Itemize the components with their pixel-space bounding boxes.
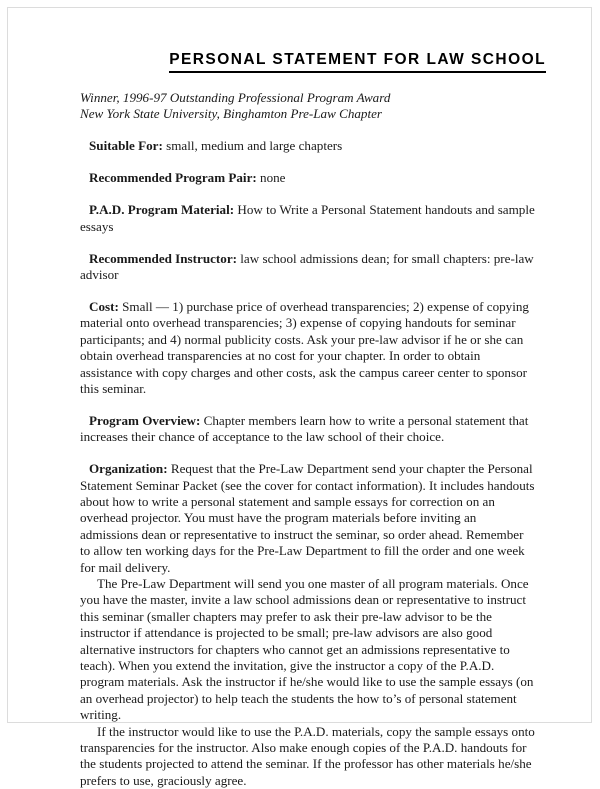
section-heading: Suitable For:: [89, 138, 163, 154]
document-body: [8, 138, 591, 789]
section-heading: P.A.D. Program Material:: [89, 202, 235, 218]
page-title: PERSONAL STATEMENT FOR LAW SCHOOL: [169, 51, 546, 73]
section-heading: Cost:: [89, 298, 119, 314]
section-organization: [80, 461, 535, 576]
page-sheet: [8, 8, 591, 788]
organization-continuation-1: The Pre-Law Department will send you one master of all program materials. Once you have the master, invite a law school admissions dean or representative to instruct this seminar (smaller chapters may prefer to ask their pre-law advisor to be the instructor if attendance is projected to be small; pre-law advisors are also good alternative instructors for chapters who cannot get an admissions representative to teach). When you extend the invitation, give the instructor a copy of the P.A.D. program materials. Ask the instructor if he/she would like to use the sample essays (on an overhead projector) to help teach the students the how to’s of personal statement writing.: [80, 575, 534, 723]
section-heading: Recommended Program Pair:: [89, 170, 257, 186]
section-recommended-program-pair: [80, 170, 535, 186]
section-text: Chapter members learn how to write a personal statement that increases their chance of acceptance to the law school of their choice.: [80, 412, 529, 445]
section-text: law school admissions dean; for small chapters: pre-law advisor: [80, 250, 534, 282]
section-suitable-for: [80, 138, 535, 154]
section-text: Small — 1) purchase price of overhead transparencies; 2) expense of copying material onto overhead transparencies; 3) expense of copying handouts for seminar participants; and 4) normal publicity costs. Ask your pre-law advisor if he or she can obtain overhead transparencies at no cost for your chapter. In order to obtain assistance with copy charges and other costs, ask the campus career center to sponsor this seminar.: [80, 298, 529, 396]
section-text: none: [256, 170, 286, 186]
section-text: How to Write a Personal Statement handouts and sample essays: [80, 202, 535, 234]
section-text: small, medium and large chapters: [162, 138, 343, 154]
award-line-2: New York State University, Binghamton Pre-Law Chapter: [80, 106, 382, 122]
section-heading: Organization:: [89, 461, 168, 477]
document-page: [7, 7, 592, 788]
organization-continuation-2: If the instructor would like to use the P.A.D. materials, copy the sample essays onto transparencies for the instructor. Also make enough copies of the P.A.D. handouts for the students projected to attend the seminar. If the professor has other materials he/she prefers to use, graciously agree.: [80, 723, 535, 788]
section-heading: Recommended Instructor:: [89, 250, 238, 266]
award-line-1: Winner, 1996-97 Outstanding Professional Program Award: [80, 90, 391, 106]
section-cost: [80, 299, 535, 397]
title-block: [8, 51, 591, 73]
section-recommended-instructor: [80, 251, 535, 284]
section-heading: Program Overview:: [89, 412, 201, 428]
section-program-overview: [80, 413, 535, 446]
section-program-material: [80, 202, 535, 235]
section-text: Request that the Pre-Law Department send your chapter the Personal Statement Seminar Packet (see the cover for contact information). It includes handouts about how to write a personal statement and sample essays for correction on an overhead projector. You must have the program materials before inviting an admissions dean or representative to instruct the seminar, so order ahead. Remember to allow ten working days for the Pre-Law Department to fill the order and one week for mail delivery.: [80, 461, 535, 575]
award-subtitle: [8, 90, 591, 122]
